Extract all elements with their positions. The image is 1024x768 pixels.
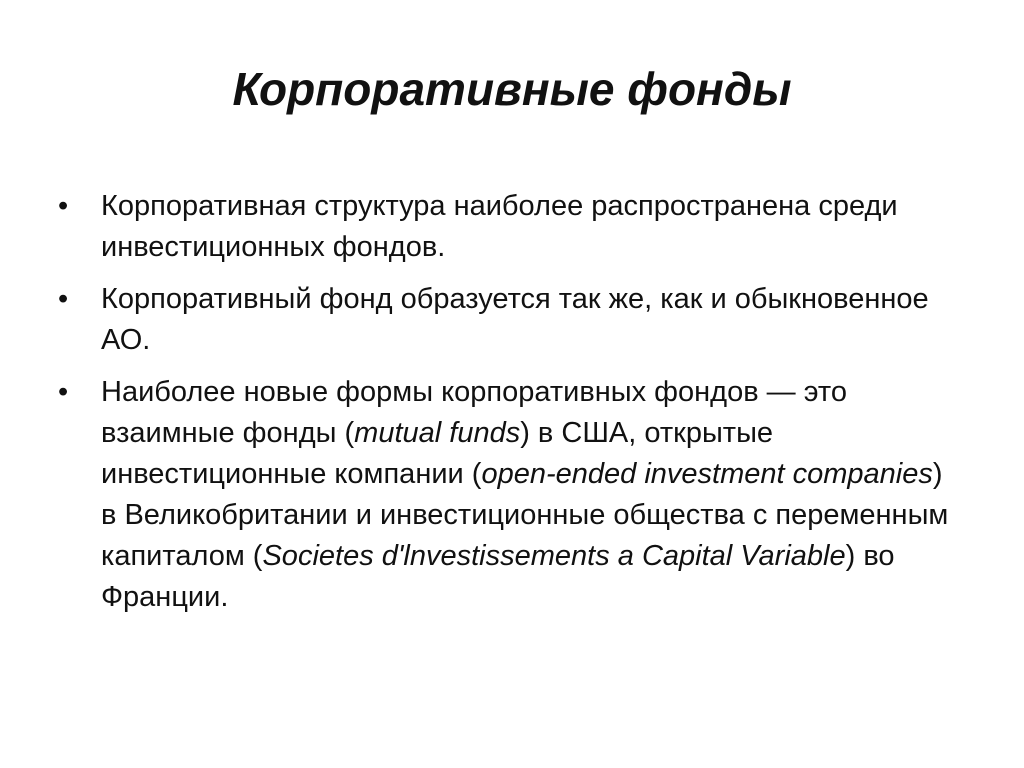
bullet-text-segment: ) в США, открытые инвестиционные компании (: [101, 417, 774, 490]
bullet-dot-icon: •: [58, 376, 69, 408]
bullet-list: [58, 186, 958, 629]
bullet-text-segment: Наиболее новые формы корпоративных фондов — это взаимные фонды (: [101, 376, 847, 449]
bullet-text-italic-term: mutual funds: [354, 417, 521, 449]
bullet-text: [101, 190, 898, 263]
bullet-item: [58, 186, 958, 268]
bullet-text-segment: Корпоративная структура наиболее распространена среди инвестиционных фондов.: [101, 190, 898, 263]
bullet-dot-icon: •: [58, 283, 69, 315]
bullet-text-segment: ) во Франции.: [101, 540, 895, 613]
bullet-text-segment: Корпоративный фонд образуется так же, как и обыкновенное АО.: [101, 283, 929, 356]
bullet-text-italic-term: Societes d'lnvestissements a Capital Variable: [262, 540, 846, 572]
bullet-item: [58, 279, 958, 361]
bullet-text: [101, 283, 929, 356]
bullet-text-italic-term: open-ended investment companies: [481, 458, 933, 490]
bullet-text: [101, 376, 948, 613]
bullet-dot-icon: •: [58, 190, 69, 222]
bullet-item: [58, 372, 958, 618]
slide-title: Корпоративные фонды: [232, 63, 792, 115]
bullet-text-segment: ) в Великобритании и инвестиционные общества с переменным капиталом (: [101, 458, 949, 572]
